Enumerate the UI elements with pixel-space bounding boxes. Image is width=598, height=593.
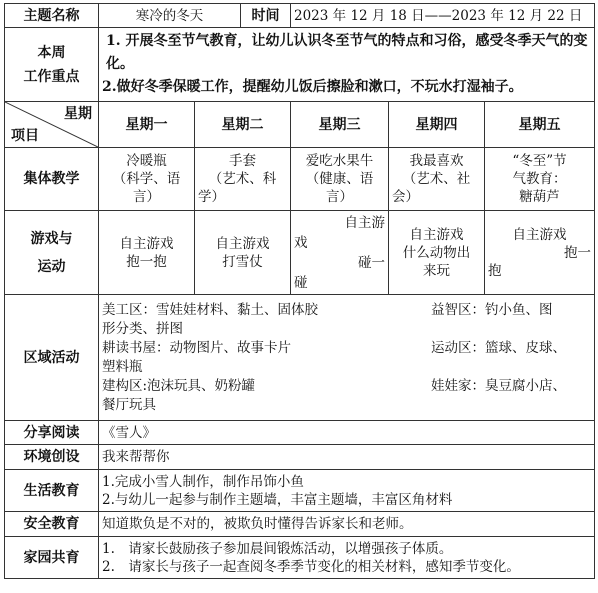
home-item-2: 2. 请家长与孩子一起查阅冬季季节变化的相关材料，感知季节变化。	[102, 558, 520, 575]
games-wed-line3: 碰一	[358, 254, 385, 271]
areas-row-2	[102, 339, 591, 358]
area-puzzle-cont: 形分类、拼图	[102, 320, 183, 337]
focus-item-1: 1. 开展冬至节气教育，让幼儿认识冬至节气的特点和习俗，感受冬季天气的变化。	[106, 33, 588, 72]
areas-content	[99, 295, 595, 421]
life-item-2: 2.与幼儿一起参与制作主题墙，丰富主题墙，丰富区角材料	[102, 491, 453, 508]
environment-value: 我来帮帮你	[99, 445, 595, 470]
games-fri-line2: 抱一	[564, 244, 592, 261]
teaching-fri-line3: 糖葫芦	[519, 189, 560, 205]
life-item-1: 1.完成小雪人制作，制作吊饰小鱼	[102, 473, 304, 490]
home-item-1: 1. 请家长鼓励孩子参加晨间锻炼活动，以增强孩子体质。	[102, 540, 453, 557]
teaching-tue-line1: 手套	[229, 153, 256, 169]
areas-row-3	[102, 377, 591, 396]
games-label	[5, 211, 99, 295]
teaching-wed-line1: 爱吃水果牛	[305, 153, 374, 169]
focus-item-2: 2.做好冬季保暖工作，提醒幼儿饭后擦脸和漱口，不玩水打湿袖子。	[102, 79, 523, 95]
games-mon-line2: 抱一抱	[126, 253, 167, 270]
home-label: 家园共育	[5, 537, 99, 579]
day-header-thu: 星期四	[389, 102, 485, 148]
focus-label-line1: 本周	[37, 44, 66, 61]
teaching-thu	[389, 148, 485, 211]
theme-label: 主题名称	[5, 4, 99, 28]
games-thu	[389, 211, 485, 295]
games-mon-line1: 自主游戏	[119, 235, 174, 252]
teaching-mon-line2: （科学、语	[112, 171, 181, 187]
corner-top-label: 星期	[64, 106, 92, 122]
corner-bottom-label: 项目	[11, 128, 39, 144]
reading-label: 分享阅读	[5, 421, 99, 445]
life-label: 生活教育	[5, 470, 99, 512]
teaching-fri-line1: “冬至”节	[512, 153, 567, 169]
games-wed-line1: 自主游	[344, 214, 385, 231]
games-fri	[485, 211, 595, 295]
area-puzzle: 益智区：钓小鱼、图	[431, 301, 553, 318]
day-header-fri: 星期五	[485, 102, 595, 148]
area-build: 建构区:泡沫玩具、奶粉罐	[102, 377, 256, 394]
areas-label: 区域活动	[5, 295, 99, 421]
life-content	[99, 470, 595, 512]
area-doll: 娃娃家：臭豆腐小店、	[431, 377, 567, 394]
teaching-thu-line2: （艺术、社	[402, 171, 471, 187]
games-wed-line4: 碰	[294, 274, 308, 291]
games-thu-line2: 什么动物出	[402, 244, 471, 261]
teaching-thu-line3: 会）	[392, 189, 419, 205]
area-art: 美工区：雪娃娃材料、黏土、固体胶	[102, 301, 318, 318]
teaching-thu-line1: 我最喜欢	[409, 153, 464, 169]
day-header-mon: 星期一	[99, 102, 195, 148]
reading-value: 《雪人》	[99, 421, 595, 445]
games-mon	[99, 211, 195, 295]
teaching-mon-line3: 言）	[133, 189, 160, 205]
teaching-wed-line2: （健康、语	[305, 171, 374, 187]
teaching-fri	[485, 148, 595, 211]
teaching-fri-line2: 气教育：	[512, 171, 567, 187]
games-thu-line1: 自主游戏	[409, 226, 464, 243]
games-fri-line3: 抱	[488, 262, 502, 279]
games-fri-line1: 自主游戏	[512, 226, 567, 243]
teaching-wed	[291, 148, 389, 211]
teaching-mon-line1: 冷暖瓶	[126, 153, 167, 169]
day-header-tue: 星期二	[195, 102, 291, 148]
environment-label: 环境创设	[5, 445, 99, 470]
weekly-plan-table	[4, 3, 595, 579]
area-sports: 运动区：篮球、皮球、	[431, 339, 567, 356]
teaching-label: 集体教学	[5, 148, 99, 211]
area-doll-cont: 餐厅玩具	[102, 396, 156, 413]
time-label: 时间	[241, 4, 291, 28]
games-thu-line3: 来玩	[423, 262, 450, 279]
teaching-mon	[99, 148, 195, 211]
games-tue-line1: 自主游戏	[215, 235, 270, 252]
teaching-tue	[195, 148, 291, 211]
games-label-line2: 运动	[37, 258, 66, 275]
teaching-tue-line2: （艺术、科	[208, 171, 277, 187]
teaching-wed-line3: 言）	[326, 189, 353, 205]
week-corner-cell	[5, 102, 99, 148]
areas-row-1	[102, 301, 591, 320]
safety-value: 知道欺负是不对的，被欺负时懂得告诉家长和老师。	[99, 512, 595, 537]
focus-content	[99, 28, 595, 102]
games-wed	[291, 211, 389, 295]
theme-value: 寒冷的冬天	[99, 4, 241, 28]
time-value: 2023 年 12 月 18 日——2023 年 12 月 22 日	[291, 4, 595, 28]
focus-label	[5, 28, 99, 102]
games-label-line1: 游戏与	[30, 230, 73, 247]
day-header-wed: 星期三	[291, 102, 389, 148]
home-content	[99, 537, 595, 579]
games-wed-line2: 戏	[294, 234, 308, 251]
safety-label: 安全教育	[5, 512, 99, 537]
focus-label-line2: 工作重点	[23, 68, 80, 85]
games-tue	[195, 211, 291, 295]
area-reading: 耕读书屋：动物图片、故事卡片	[102, 339, 291, 356]
teaching-tue-line3: 学）	[198, 189, 225, 205]
games-tue-line2: 打雪仗	[222, 253, 263, 270]
area-sports-cont: 塑料瓶	[102, 358, 143, 375]
